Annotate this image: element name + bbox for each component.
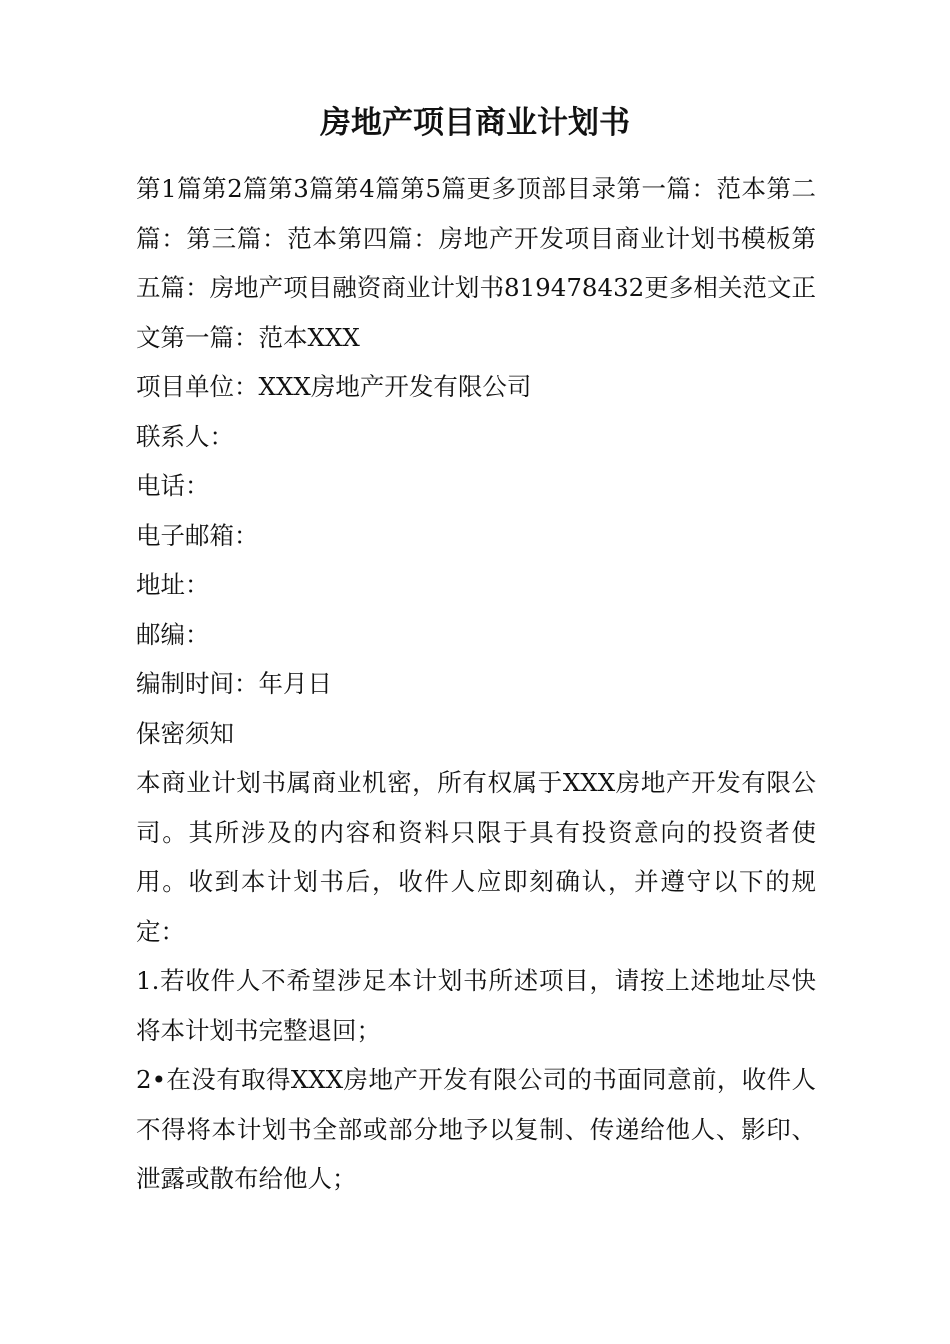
compile-date-line: 编制时间：年月日 bbox=[136, 669, 332, 698]
postcode-line: 邮编： bbox=[136, 619, 210, 649]
project-unit-line: 项目单位：XXX房地产开发有限公司 bbox=[136, 372, 532, 401]
confidentiality-heading: 保密须知 bbox=[136, 718, 234, 748]
rule-item-2: 2•在没有取得XXX房地产开发有限公司的书面同意前，收件人不得将本计划书全部或部分地予以复制、传递给他人、影印、泄露或散布给他人； bbox=[136, 1065, 816, 1193]
address-line: 地址： bbox=[136, 570, 210, 599]
document-body bbox=[136, 164, 816, 1204]
toc-paragraph: 第1篇第2篇第3篇第4篇第5篇更多顶部目录第一篇：范本第二篇：第三篇：范本第四篇：房地产开发项目商业计划书模板第五篇：房地产项目融资商业计划书819478432更多相关范文正文第一篇：范本XXX bbox=[136, 174, 816, 352]
contact-person-line: 联系人： bbox=[136, 421, 234, 451]
rule-item-1: 1.若收件人不希望涉足本计划书所述项目，请按上述地址尽快将本计划书完整退回； bbox=[136, 966, 816, 1045]
document-title: 房地产项目商业计划书 bbox=[320, 105, 630, 141]
phone-line: 电话： bbox=[136, 471, 210, 500]
email-line: 电子邮箱： bbox=[136, 520, 259, 550]
confidentiality-paragraph: 本商业计划书属商业机密，所有权属于XXX房地产开发有限公司。其所涉及的内容和资料只限于具有投资意向的投资者使用。收到本计划书后，收件人应即刻确认，并遵守以下的规定： bbox=[136, 768, 816, 946]
